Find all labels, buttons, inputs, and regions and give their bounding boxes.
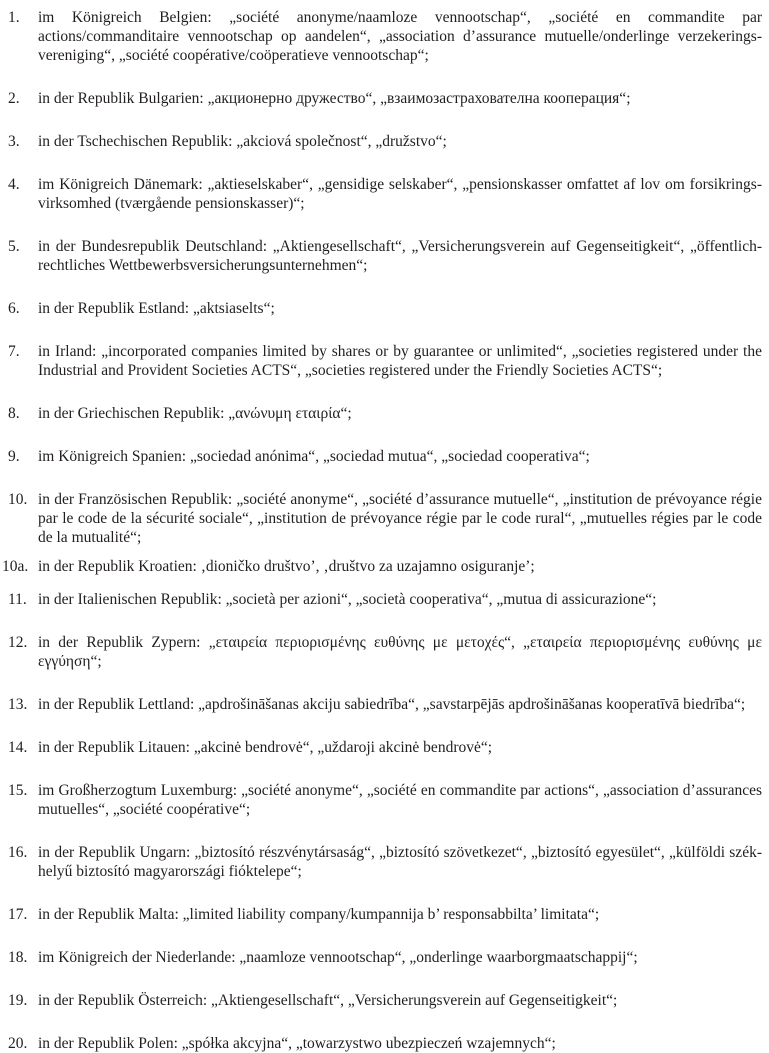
list-item <box>2 447 762 466</box>
item-number: 20. <box>8 1035 28 1052</box>
list-item <box>2 991 762 1010</box>
item-number: 15. <box>8 782 28 799</box>
list-item <box>2 132 762 151</box>
list-item <box>2 843 762 881</box>
item-number: 10a. <box>2 558 29 575</box>
item-number: 18. <box>8 949 28 966</box>
list-item <box>2 299 762 318</box>
list-item <box>2 175 762 213</box>
item-text: im Königreich Dänemark: „aktieselskaber“, „gensidige selskaber“, „pensionskasser omfattet af lov om forsikringsvirksomhed (tværgående pensionskasser)“; <box>38 176 762 212</box>
list-item <box>2 633 762 671</box>
item-text: im Königreich Belgien: „société anonyme/naamloze vennootschap“, „société en commandite par actions/commanditaire vennootschap op aandelen“, „association d’assurance mutuelle/onderlinge verzekeringsvereniging“, „société coopérative/coöperatieve vennootschap“; <box>38 9 762 64</box>
item-number: 2. <box>8 90 20 107</box>
item-text: in der Republik Zypern: „εταιρεία περιορισμένης ευθύνης με μετοχές“, „εταιρεία περιορισμένης ευθύνης με εγγύηση“; <box>38 634 762 670</box>
item-number: 4. <box>8 176 20 193</box>
item-text: im Königreich Spanien: „sociedad anónima“, „sociedad mutua“, „sociedad cooperativa“; <box>38 448 590 465</box>
item-text: in der Bundesrepublik Deutschland: „Aktiengesellschaft“, „Versicherungsverein auf Gegenseitigkeit“, „öffentlich-rechtliches Wettbewerbsversicherungsunternehmen“; <box>38 238 762 274</box>
item-text: in der Republik Österreich: „Aktiengesellschaft“, „Versicherungsverein auf Gegenseitigkeit“; <box>38 992 618 1009</box>
item-number: 13. <box>8 696 28 713</box>
list-item <box>2 905 762 924</box>
item-text: in der Republik Litauen: „akcinė bendrovė“, „uždaroji akcinė bendrovė“; <box>38 739 493 756</box>
item-number: 14. <box>8 739 28 756</box>
list-item <box>2 781 762 819</box>
list-item <box>2 8 762 65</box>
item-text: in der Republik Malta: „limited liability company/kumpannija b’ responsabbilta’ limitata“; <box>38 906 600 923</box>
list-item <box>2 1034 762 1053</box>
item-number: 3. <box>8 133 20 150</box>
item-number: 9. <box>8 448 20 465</box>
list-item <box>2 557 762 576</box>
document-list <box>2 8 762 1053</box>
item-text: in der Republik Bulgarien: „акционерно дружество“, „взаимозастрахователна кооперация“; <box>38 90 631 107</box>
item-number: 19. <box>8 992 28 1009</box>
item-number: 8. <box>8 405 20 422</box>
list-item <box>2 590 762 609</box>
item-number: 12. <box>8 634 28 651</box>
item-text: in der Republik Estland: „aktsiaselts“; <box>38 300 275 317</box>
item-text: in der Italienischen Republik: „società per azioni“, „società cooperativa“, „mutua di assicurazione“; <box>38 591 657 608</box>
item-text: im Großherzogtum Luxemburg: „société anonyme“, „société en commandite par actions“, „association d’assurances mutuelles“, „société coopérative“; <box>38 782 762 818</box>
item-number: 17. <box>8 906 28 923</box>
list-item <box>2 738 762 757</box>
list-item <box>2 89 762 108</box>
item-number: 7. <box>8 343 20 360</box>
item-text: in der Republik Kroatien: ‚dioničko društvo’, ‚društvo za uzajamno osiguranje’; <box>38 558 535 575</box>
item-number: 6. <box>8 300 20 317</box>
item-text: in der Republik Polen: „spółka akcyjna“, „towarzystwo ubezpieczeń wzajemnych“; <box>38 1035 556 1052</box>
list-item <box>2 490 762 547</box>
list-item <box>2 342 762 380</box>
list-item <box>2 404 762 423</box>
item-number: 16. <box>8 844 28 861</box>
item-text: im Königreich der Niederlande: „naamloze vennootschap“, „onderlinge waarborgmaatschappij“; <box>38 949 638 966</box>
item-text: in der Griechischen Republik: „ανώνυμη εταιρία“; <box>38 405 352 422</box>
item-text: in der Republik Lettland: „apdrošināšanas akciju sabiedrība“, „savstarpējās apdrošināšanas kooperatīvā biedrība“; <box>38 696 746 713</box>
item-text: in der Republik Ungarn: „biztosító részvénytársaság“, „biztosító szövetkezet“, „biztosító egyesület“, „külföldi székhelyű biztosító magyarországi fióktelepe“; <box>38 844 762 880</box>
item-text: in der Tschechischen Republik: „akciová společnost“, „družstvo“; <box>38 133 447 150</box>
item-text: in Irland: „incorporated companies limited by shares or by guarantee or unlimited“, „societies registered under the Industrial and Provident Societies ACTS“, „societies registered under the Friendly Societies ACTS“; <box>38 343 762 379</box>
list-item <box>2 695 762 714</box>
item-number: 5. <box>8 238 20 255</box>
list-item <box>2 948 762 967</box>
item-number: 11. <box>8 591 27 608</box>
item-number: 1. <box>8 9 20 26</box>
item-text: in der Französischen Republik: „société anonyme“, „société d’assurance mutuelle“, „institution de prévoyance régie par le code de la sécurité sociale“, „institution de prévoyance régie par le code rural“, „mutuelles régies par le code de la mutualité“; <box>38 491 762 546</box>
item-number: 10. <box>8 491 28 508</box>
list-item <box>2 237 762 275</box>
